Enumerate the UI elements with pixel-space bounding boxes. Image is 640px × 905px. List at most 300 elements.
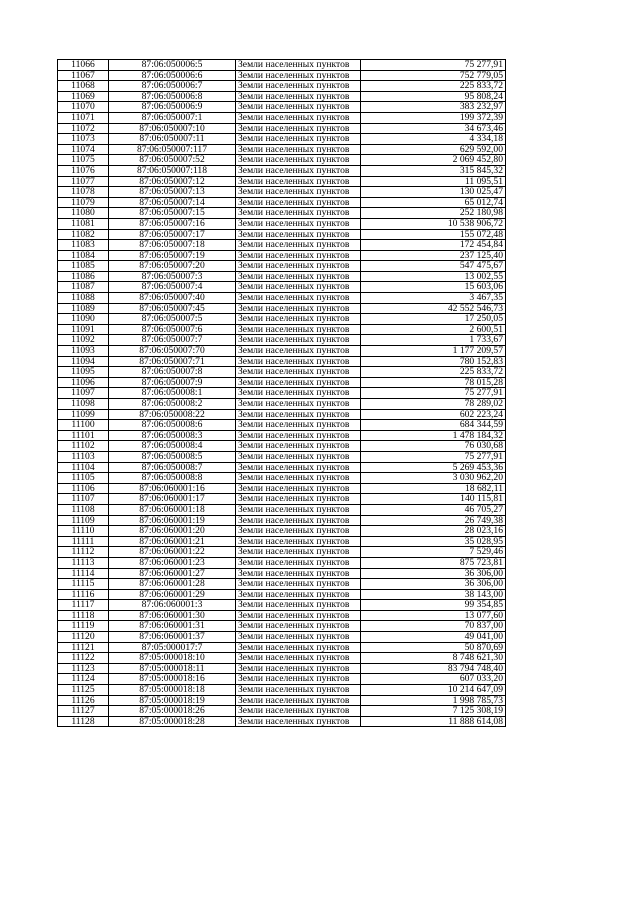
cadastral-value-cell: 629 592,00 [361,144,506,155]
cadastral-number-cell: 87:06:050007:17 [109,229,236,240]
table-row [58,399,506,410]
row-number-cell: 11074 [58,144,109,155]
row-number-cell: 11112 [58,547,109,558]
cadastral-number-cell: 87:06:050007:16 [109,218,236,229]
cadastral-value-cell: 78 289,02 [361,399,506,410]
land-category-cell: Земли населенных пунктов [236,504,361,515]
cadastral-number-cell: 87:06:050007:3 [109,271,236,282]
land-category-cell: Земли населенных пунктов [236,314,361,325]
table-row [58,526,506,537]
table-row [58,187,506,198]
land-category-cell: Земли населенных пунктов [236,356,361,367]
row-number-cell: 11067 [58,70,109,81]
table-row [58,716,506,727]
land-category-cell: Земли населенных пунктов [236,112,361,123]
land-category-cell: Земли населенных пунктов [236,568,361,579]
row-number-cell: 11126 [58,695,109,706]
land-category-cell: Земли населенных пунктов [236,208,361,219]
cadastral-number-cell: 87:05:000018:26 [109,706,236,717]
cadastral-value-cell: 1 177 209,57 [361,346,506,357]
table-row [58,102,506,113]
row-number-cell: 11066 [58,60,109,71]
cadastral-value-cell: 752 779,05 [361,70,506,81]
row-number-cell: 11089 [58,303,109,314]
cadastral-value-cell: 225 833,72 [361,367,506,378]
cadastral-number-cell: 87:06:050007:117 [109,144,236,155]
land-category-cell: Земли населенных пунктов [236,695,361,706]
cadastral-number-cell: 87:06:050007:9 [109,377,236,388]
table-row [58,314,506,325]
row-number-cell: 11102 [58,441,109,452]
land-category-cell: Земли населенных пунктов [236,102,361,113]
cadastral-number-cell: 87:06:050006:5 [109,60,236,71]
row-number-cell: 11088 [58,293,109,304]
cadastral-value-cell: 13 002,55 [361,271,506,282]
cadastral-number-cell: 87:06:060001:22 [109,547,236,558]
cadastral-number-cell: 87:05:000017:7 [109,642,236,653]
land-category-cell: Земли населенных пунктов [236,706,361,717]
table-row [58,568,506,579]
row-number-cell: 11073 [58,134,109,145]
table-row [58,642,506,653]
cadastral-value-cell: 602 223,24 [361,409,506,420]
land-category-cell: Земли населенных пунктов [236,261,361,272]
cadastral-number-cell: 87:06:060001:19 [109,515,236,526]
cadastral-value-cell: 46 705,27 [361,504,506,515]
land-category-cell: Земли населенных пунктов [236,399,361,410]
cadastral-number-cell: 87:06:060001:21 [109,536,236,547]
cadastral-number-cell: 87:06:060001:29 [109,589,236,600]
land-category-cell: Земли населенных пунктов [236,674,361,685]
cadastral-number-cell: 87:06:060001:18 [109,504,236,515]
table-row [58,515,506,526]
row-number-cell: 11071 [58,112,109,123]
row-number-cell: 11106 [58,483,109,494]
table-row [58,197,506,208]
cadastral-value-cell: 7 529,46 [361,547,506,558]
cadastral-number-cell: 87:06:050008:6 [109,420,236,431]
cadastral-number-cell: 87:06:060001:20 [109,526,236,537]
row-number-cell: 11093 [58,346,109,357]
cadastral-number-cell: 87:06:050007:19 [109,250,236,261]
table-row [58,293,506,304]
cadastral-number-cell: 87:06:060001:23 [109,557,236,568]
cadastral-value-cell: 780 152,83 [361,356,506,367]
row-number-cell: 11128 [58,716,109,727]
land-category-cell: Земли населенных пунктов [236,91,361,102]
row-number-cell: 11091 [58,324,109,335]
table-row [58,536,506,547]
cadastral-number-cell: 87:06:050007:10 [109,123,236,134]
cadastral-number-cell: 87:06:050008:1 [109,388,236,399]
cadastral-number-cell: 87:06:060001:28 [109,579,236,590]
cadastral-value-cell: 2 069 452,80 [361,155,506,166]
table-row [58,494,506,505]
cadastral-value-cell: 3 467,35 [361,293,506,304]
cadastral-value-cell: 13 077,60 [361,610,506,621]
table-row [58,324,506,335]
cadastral-value-cell: 130 025,47 [361,187,506,198]
land-category-cell: Земли населенных пунктов [236,367,361,378]
cadastral-number-cell: 87:06:050008:2 [109,399,236,410]
cadastral-value-cell: 155 072,48 [361,229,506,240]
row-number-cell: 11094 [58,356,109,367]
land-category-cell: Земли населенных пунктов [236,388,361,399]
land-category-cell: Земли населенных пунктов [236,716,361,727]
cadastral-value-cell: 875 723,81 [361,557,506,568]
table-row [58,547,506,558]
land-category-cell: Земли населенных пунктов [236,610,361,621]
table-row [58,112,506,123]
row-number-cell: 11119 [58,621,109,632]
row-number-cell: 11109 [58,515,109,526]
land-category-cell: Земли населенных пунктов [236,685,361,696]
cadastral-value-cell: 28 023,16 [361,526,506,537]
table-row [58,621,506,632]
row-number-cell: 11113 [58,557,109,568]
table-row [58,663,506,674]
land-category-cell: Земли населенных пунктов [236,536,361,547]
table-row [58,218,506,229]
cadastral-number-cell: 87:05:000018:16 [109,674,236,685]
land-category-cell: Земли населенных пунктов [236,293,361,304]
table-row [58,134,506,145]
table-row [58,240,506,251]
table-row [58,91,506,102]
table-row [58,229,506,240]
land-category-cell: Земли населенных пунктов [236,642,361,653]
table-row [58,367,506,378]
cadastral-value-cell: 15 603,06 [361,282,506,293]
land-category-cell: Земли населенных пунктов [236,303,361,314]
land-category-cell: Земли населенных пунктов [236,60,361,71]
row-number-cell: 11114 [58,568,109,579]
cadastral-value-cell: 95 808,24 [361,91,506,102]
cadastral-value-cell: 7 125 308,19 [361,706,506,717]
row-number-cell: 11098 [58,399,109,410]
land-category-cell: Земли населенных пунктов [236,134,361,145]
cadastral-number-cell: 87:06:050006:9 [109,102,236,113]
cadastral-number-cell: 87:06:060001:30 [109,610,236,621]
table-row [58,282,506,293]
row-number-cell: 11110 [58,526,109,537]
cadastral-number-cell: 87:06:050008:7 [109,462,236,473]
row-number-cell: 11116 [58,589,109,600]
cadastral-number-cell: 87:06:050007:52 [109,155,236,166]
land-category-cell: Земли населенных пунктов [236,483,361,494]
table-row [58,208,506,219]
table-row [58,483,506,494]
cadastral-number-cell: 87:06:050007:40 [109,293,236,304]
cadastral-number-cell: 87:06:050007:13 [109,187,236,198]
table-row [58,685,506,696]
land-category-cell: Земли населенных пунктов [236,335,361,346]
table-row [58,589,506,600]
cadastral-number-cell: 87:06:050006:6 [109,70,236,81]
land-category-cell: Земли населенных пунктов [236,515,361,526]
cadastral-value-cell: 17 250,05 [361,314,506,325]
table-row [58,706,506,717]
table-row [58,420,506,431]
table-row [58,632,506,643]
table-row [58,557,506,568]
cadastral-number-cell: 87:06:060001:37 [109,632,236,643]
row-number-cell: 11078 [58,187,109,198]
table-row [58,504,506,515]
cadastral-value-cell: 42 552 546,73 [361,303,506,314]
table-row [58,579,506,590]
cadastral-number-cell: 87:06:060001:16 [109,483,236,494]
land-category-cell: Земли населенных пунктов [236,197,361,208]
table-row [58,165,506,176]
table-row [58,356,506,367]
table-row [58,430,506,441]
table-row [58,250,506,261]
cadastral-number-cell: 87:06:050007:45 [109,303,236,314]
table-row [58,60,506,71]
cadastral-value-cell: 5 269 453,36 [361,462,506,473]
land-category-cell: Земли населенных пунктов [236,250,361,261]
land-category-cell: Земли населенных пунктов [236,176,361,187]
land-category-cell: Земли населенных пунктов [236,663,361,674]
cadastral-number-cell: 87:06:060001:17 [109,494,236,505]
cadastral-number-cell: 87:06:050007:118 [109,165,236,176]
land-category-cell: Земли населенных пунктов [236,621,361,632]
cadastral-value-cell: 26 749,38 [361,515,506,526]
cadastral-number-cell: 87:06:050007:14 [109,197,236,208]
table-row [58,462,506,473]
row-number-cell: 11095 [58,367,109,378]
cadastral-value-cell: 199 372,39 [361,112,506,123]
row-number-cell: 11069 [58,91,109,102]
land-category-cell: Земли населенных пунктов [236,451,361,462]
cadastral-value-cell: 237 125,40 [361,250,506,261]
row-number-cell: 11086 [58,271,109,282]
row-number-cell: 11076 [58,165,109,176]
land-category-cell: Земли населенных пунктов [236,600,361,611]
cadastral-value-cell: 11 888 614,08 [361,716,506,727]
cadastral-number-cell: 87:06:050006:8 [109,91,236,102]
cadastral-number-cell: 87:06:050006:7 [109,81,236,92]
cadastral-number-cell: 87:06:050008:8 [109,473,236,484]
row-number-cell: 11121 [58,642,109,653]
row-number-cell: 11099 [58,409,109,420]
land-category-cell: Земли населенных пунктов [236,653,361,664]
row-number-cell: 11077 [58,176,109,187]
land-category-cell: Земли населенных пунктов [236,218,361,229]
cadastral-value-cell: 65 012,74 [361,197,506,208]
row-number-cell: 11079 [58,197,109,208]
land-category-cell: Земли населенных пунктов [236,441,361,452]
row-number-cell: 11072 [58,123,109,134]
cadastral-value-cell: 35 028,95 [361,536,506,547]
row-number-cell: 11087 [58,282,109,293]
row-number-cell: 11081 [58,218,109,229]
row-number-cell: 11124 [58,674,109,685]
cadastral-value-table [57,59,506,727]
cadastral-value-cell: 75 277,91 [361,451,506,462]
land-category-cell: Земли населенных пунктов [236,377,361,388]
table-row [58,653,506,664]
row-number-cell: 11104 [58,462,109,473]
row-number-cell: 11085 [58,261,109,272]
table-row [58,303,506,314]
cadastral-value-cell: 315 845,32 [361,165,506,176]
cadastral-number-cell: 87:05:000018:28 [109,716,236,727]
cadastral-value-cell: 4 334,18 [361,134,506,145]
cadastral-value-cell: 684 344,59 [361,420,506,431]
cadastral-number-cell: 87:06:050008:3 [109,430,236,441]
table-row [58,674,506,685]
table-row [58,261,506,272]
row-number-cell: 11115 [58,579,109,590]
cadastral-value-cell: 18 682,11 [361,483,506,494]
cadastral-value-cell: 607 033,20 [361,674,506,685]
table-row [58,335,506,346]
row-number-cell: 11092 [58,335,109,346]
land-category-cell: Земли населенных пунктов [236,324,361,335]
cadastral-value-cell: 10 214 647,09 [361,685,506,696]
table-row [58,409,506,420]
land-category-cell: Земли населенных пунктов [236,420,361,431]
table-row [58,695,506,706]
land-category-cell: Земли населенных пунктов [236,155,361,166]
land-category-cell: Земли населенных пунктов [236,547,361,558]
land-category-cell: Земли населенных пунктов [236,282,361,293]
row-number-cell: 11108 [58,504,109,515]
cadastral-number-cell: 87:06:050007:15 [109,208,236,219]
land-category-cell: Земли населенных пунктов [236,346,361,357]
cadastral-value-cell: 83 794 748,40 [361,663,506,674]
cadastral-number-cell: 87:06:050008:22 [109,409,236,420]
cadastral-value-cell: 11 095,51 [361,176,506,187]
cadastral-number-cell: 87:06:060001:31 [109,621,236,632]
row-number-cell: 11080 [58,208,109,219]
cadastral-value-cell: 252 180,98 [361,208,506,219]
row-number-cell: 11127 [58,706,109,717]
cadastral-value-cell: 36 306,00 [361,568,506,579]
row-number-cell: 11117 [58,600,109,611]
row-number-cell: 11084 [58,250,109,261]
row-number-cell: 11101 [58,430,109,441]
land-category-cell: Земли населенных пунктов [236,473,361,484]
land-category-cell: Земли населенных пунктов [236,462,361,473]
land-category-cell: Земли населенных пунктов [236,229,361,240]
cadastral-number-cell: 87:06:050007:18 [109,240,236,251]
land-category-cell: Земли населенных пунктов [236,430,361,441]
row-number-cell: 11097 [58,388,109,399]
row-number-cell: 11107 [58,494,109,505]
cadastral-number-cell: 87:05:000018:11 [109,663,236,674]
cadastral-number-cell: 87:06:060001:27 [109,568,236,579]
table-row [58,600,506,611]
table-row [58,176,506,187]
row-number-cell: 11083 [58,240,109,251]
row-number-cell: 11120 [58,632,109,643]
table-row [58,441,506,452]
land-category-cell: Земли населенных пунктов [236,526,361,537]
cadastral-number-cell: 87:05:000018:18 [109,685,236,696]
land-category-cell: Земли населенных пунктов [236,81,361,92]
cadastral-value-cell: 10 538 906,72 [361,218,506,229]
row-number-cell: 11123 [58,663,109,674]
land-category-cell: Земли населенных пунктов [236,240,361,251]
table-row [58,81,506,92]
cadastral-value-cell: 49 041,00 [361,632,506,643]
cadastral-number-cell: 87:06:050007:20 [109,261,236,272]
cadastral-value-cell: 8 748 621,30 [361,653,506,664]
cadastral-value-cell: 2 600,51 [361,324,506,335]
cadastral-value-cell: 38 143,00 [361,589,506,600]
table-body [58,60,506,727]
cadastral-number-cell: 87:06:050007:4 [109,282,236,293]
land-category-cell: Земли населенных пунктов [236,632,361,643]
row-number-cell: 11082 [58,229,109,240]
row-number-cell: 11068 [58,81,109,92]
land-category-cell: Земли населенных пунктов [236,409,361,420]
row-number-cell: 11103 [58,451,109,462]
cadastral-value-cell: 99 354,85 [361,600,506,611]
cadastral-value-cell: 140 115,81 [361,494,506,505]
cadastral-value-cell: 50 870,69 [361,642,506,653]
land-category-cell: Земли населенных пунктов [236,123,361,134]
row-number-cell: 11118 [58,610,109,621]
cadastral-number-cell: 87:06:050007:6 [109,324,236,335]
row-number-cell: 11100 [58,420,109,431]
row-number-cell: 11096 [58,377,109,388]
cadastral-number-cell: 87:05:000018:19 [109,695,236,706]
table-row [58,346,506,357]
cadastral-value-cell: 547 475,67 [361,261,506,272]
row-number-cell: 11122 [58,653,109,664]
cadastral-number-cell: 87:06:050007:71 [109,356,236,367]
cadastral-value-cell: 3 030 962,20 [361,473,506,484]
row-number-cell: 11125 [58,685,109,696]
cadastral-value-cell: 34 673,46 [361,123,506,134]
cadastral-value-cell: 36 306,00 [361,579,506,590]
cadastral-value-cell: 75 277,91 [361,60,506,71]
row-number-cell: 11070 [58,102,109,113]
cadastral-number-cell: 87:06:050007:12 [109,176,236,187]
cadastral-value-cell: 383 232,97 [361,102,506,113]
cadastral-value-cell: 78 015,28 [361,377,506,388]
table-row [58,70,506,81]
table-row [58,144,506,155]
cadastral-number-cell: 87:06:050008:5 [109,451,236,462]
row-number-cell: 11111 [58,536,109,547]
table-row [58,155,506,166]
cadastral-value-cell: 70 837,00 [361,621,506,632]
cadastral-value-cell: 1 733,67 [361,335,506,346]
cadastral-number-cell: 87:06:060001:3 [109,600,236,611]
cadastral-value-cell: 1 478 184,32 [361,430,506,441]
land-category-cell: Земли населенных пунктов [236,144,361,155]
table-row [58,610,506,621]
cadastral-number-cell: 87:06:050008:4 [109,441,236,452]
land-category-cell: Земли населенных пунктов [236,579,361,590]
table-row [58,377,506,388]
cadastral-value-cell: 75 277,91 [361,388,506,399]
cadastral-value-cell: 1 998 785,73 [361,695,506,706]
cadastral-value-cell: 76 030,68 [361,441,506,452]
row-number-cell: 11075 [58,155,109,166]
cadastral-number-cell: 87:06:050007:5 [109,314,236,325]
cadastral-number-cell: 87:06:050007:11 [109,134,236,145]
table-row [58,388,506,399]
cadastral-number-cell: 87:06:050007:1 [109,112,236,123]
row-number-cell: 11090 [58,314,109,325]
cadastral-number-cell: 87:06:050007:70 [109,346,236,357]
